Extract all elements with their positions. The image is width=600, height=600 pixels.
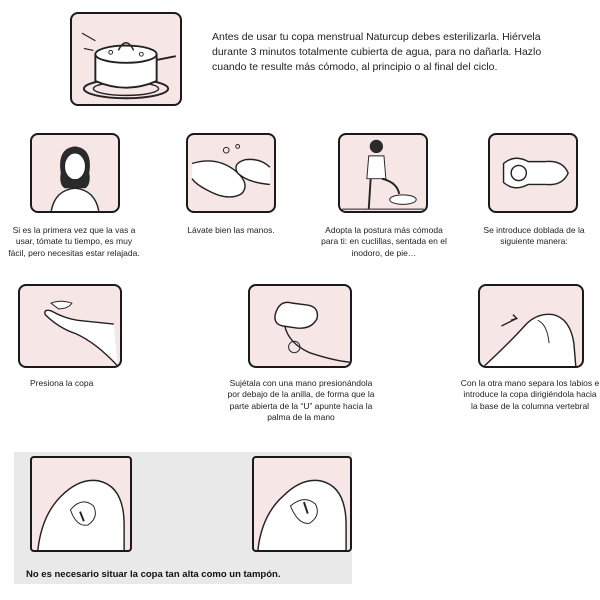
step-hold-illustration bbox=[248, 284, 352, 368]
step-fold-illustration bbox=[488, 133, 578, 213]
hold-cup-icon bbox=[250, 286, 350, 366]
woman-portrait-icon bbox=[32, 135, 118, 211]
step-fold-caption: Se introduce doblada de la siguiente manera: bbox=[483, 225, 585, 247]
folded-cup-icon bbox=[490, 135, 576, 211]
insert-cup-icon bbox=[480, 286, 582, 366]
step-posture-caption: Adopta la postura más cómoda para ti: en cuclillas, sentada en el inodoro, de pie… bbox=[321, 225, 447, 258]
step-wash-caption: Lávate bien las manos. bbox=[187, 225, 275, 235]
anatomy-icon bbox=[32, 458, 130, 550]
boiling-pot-icon bbox=[72, 14, 180, 104]
step-posture-illustration bbox=[338, 133, 428, 213]
placement-illustration-2 bbox=[252, 456, 352, 552]
posture-icon bbox=[340, 135, 426, 211]
intro-text: Antes de usar tu copa menstrual Naturcup debes esterilizarla. Hiérvela durante 3 minutos totalmente cubierta de agua, para no dañarla. Hazlo cuando te resulte más cómodo, al principio o al final del ciclo. bbox=[212, 31, 542, 74]
step-wash-illustration bbox=[186, 133, 276, 213]
sterilize-illustration bbox=[70, 12, 182, 106]
placement-illustration-1 bbox=[30, 456, 132, 552]
step-hold-caption: Sujétala con una mano presionándola por debajo de la anilla, de forma que la parte abierta de la “U” apunte hacia la palma de la mano bbox=[227, 378, 375, 423]
press-cup-icon bbox=[20, 286, 120, 366]
step-relax-caption: Si es la primera vez que la vas a usar, tómate tu tiempo, es muy fácil, pero necesitas estar relajada. bbox=[8, 225, 140, 258]
step-relax-illustration bbox=[30, 133, 120, 213]
step-press-illustration bbox=[18, 284, 122, 368]
anatomy-icon bbox=[254, 458, 350, 550]
step-press-caption: Presiona la copa bbox=[30, 378, 94, 388]
placement-note: No es necesario situar la copa tan alta como un tampón. bbox=[26, 569, 281, 580]
step-insert-illustration bbox=[478, 284, 584, 368]
washing-hands-icon bbox=[188, 135, 274, 211]
step-insert-caption: Con la otra mano separa los labios e introduce la copa dirigiéndola hacia la base de la columna vertebral bbox=[460, 378, 600, 411]
